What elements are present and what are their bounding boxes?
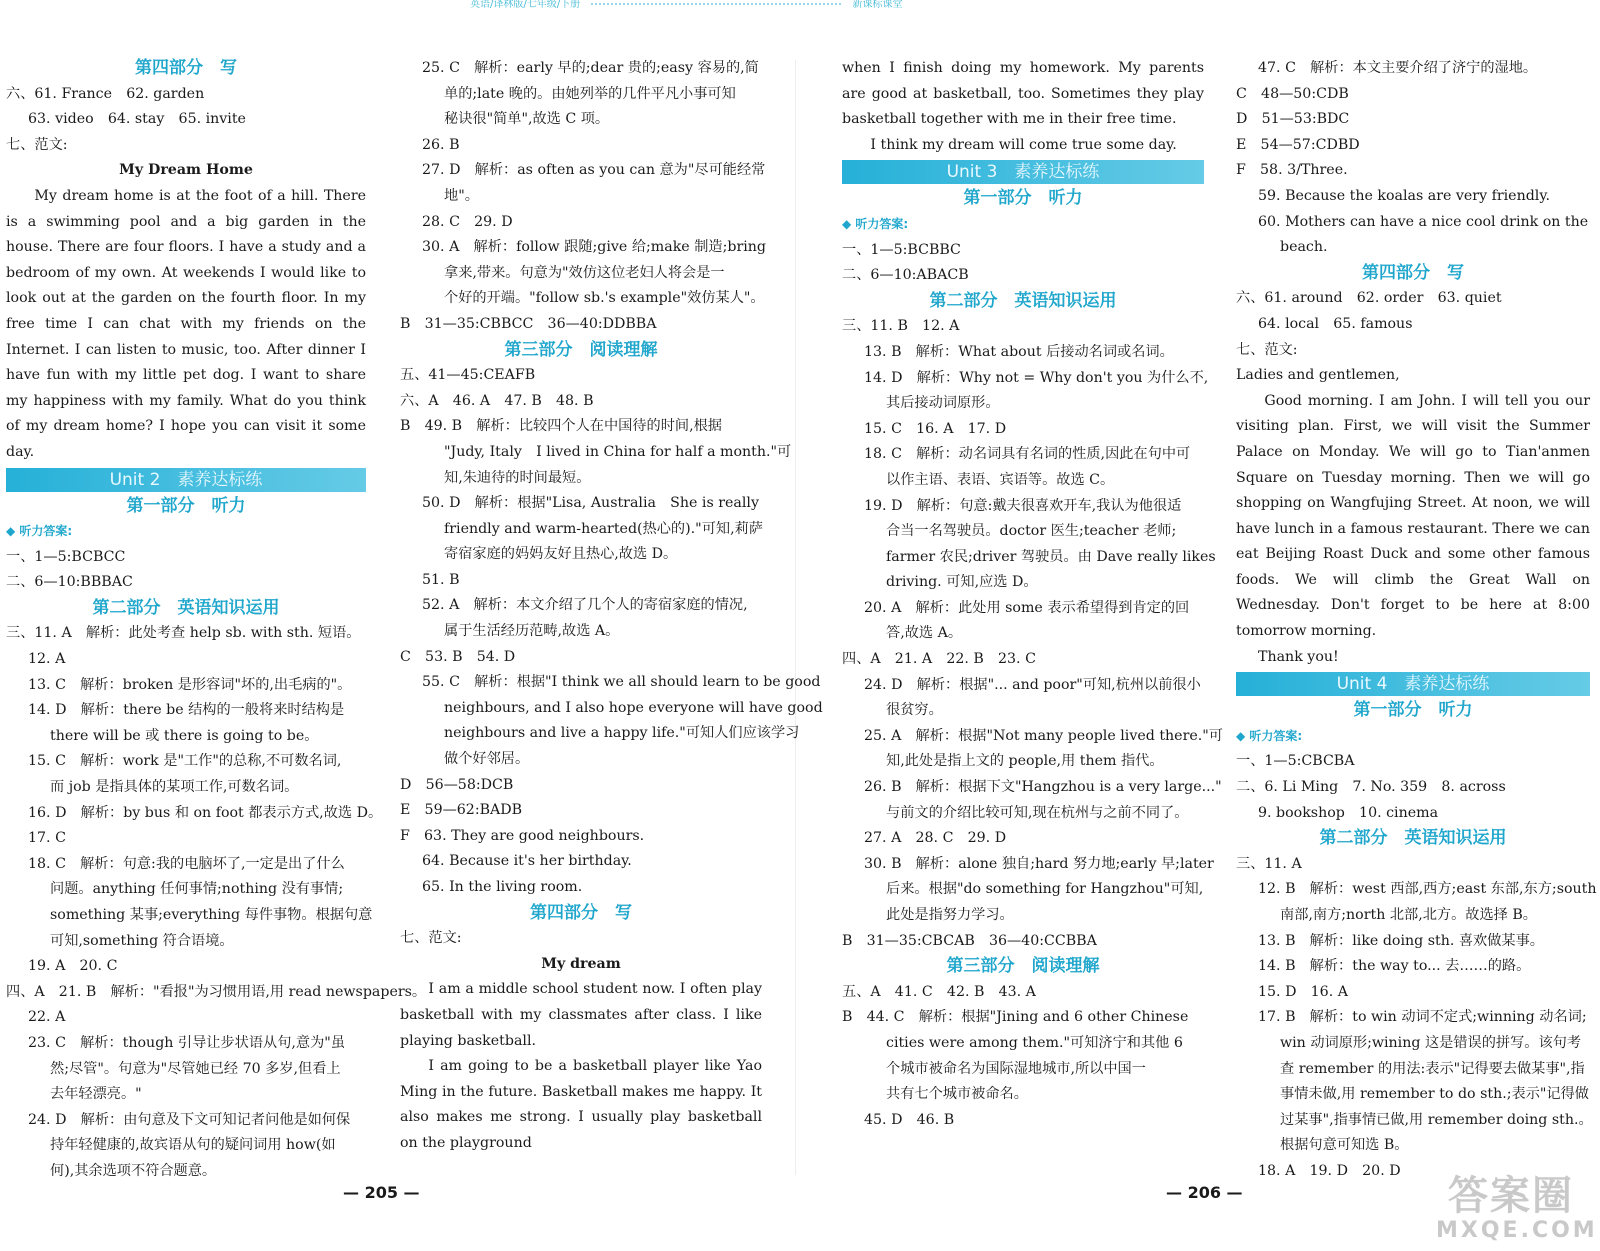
unit-banner: Unit 3 素养达标练 xyxy=(842,160,1204,184)
answer-line: neighbours, and I also hope everyone will have good xyxy=(444,699,823,716)
answer-line: 14. B 解析：the way to... 去……的路。 xyxy=(1258,958,1531,975)
answer-line: 15. C 16. A 17. D xyxy=(864,420,1007,437)
essay-closing: Thank you! xyxy=(1258,648,1339,665)
listening-tag: ◆ 听力答案: xyxy=(842,216,909,231)
answer-line: 二、6. Li Ming 7. No. 359 8. across xyxy=(1236,779,1506,796)
answer-line: 属于生活经历范畴,故选 A。 xyxy=(444,623,620,640)
essay-paragraph: I am a middle school student now. I often play basketball with my classmates after class. I like playing basketball. xyxy=(400,981,762,1049)
answer-line: 五、41—45:CEAFB xyxy=(400,367,536,384)
answer-line: 20. A 解析：此处用 some 表示希望得到肯定的回 xyxy=(864,599,1190,616)
answer-line: E 54—57:CDBD xyxy=(1236,136,1360,153)
section-title: 第三部分 阅读理解 xyxy=(504,339,658,360)
section-title: 第三部分 阅读理解 xyxy=(946,956,1100,977)
essay-paragraph: Good morning. I am John. I will tell you our visiting plan. First, we will visit the Summer Palace on Monday. We will go to Tian'anmen Square on Tuesday morning. Then we will go shopping on Wangfujing Street. At noon, we will have lunch in a famous restaurant. There we can eat Beijing Roast Duck and some other famous foods. We will climb the Great Wall on Wednesday. Don't forget to be here at 8:00 tomorrow morning. xyxy=(1236,392,1590,640)
answer-line: 26. B xyxy=(422,136,460,153)
answer-line: 后来。根据"do something for Hangzhou"可知, xyxy=(886,881,1204,898)
page-number-left: — 205 — xyxy=(343,1183,420,1202)
answer-line: C 48—50:CDB xyxy=(1236,85,1349,102)
answer-line: 25. A 解析：根据"Not many people lived there."可 xyxy=(864,727,1223,744)
answer-line: 18. C 解析：句意:我的电脑坏了,一定是出了什么 xyxy=(28,855,345,872)
answer-line: friendly and warm-hearted(热心的)."可知,莉萨 xyxy=(444,520,763,537)
answer-line: 63. video 64. stay 65. invite xyxy=(28,111,246,128)
answer-line: farmer 农民;driver 驾驶员。由 Dave really likes xyxy=(886,548,1216,565)
watermark-logo: 答案圈 MXQE.COM xyxy=(1436,1173,1598,1243)
section-title: 第四部分 写 xyxy=(1362,262,1464,283)
answer-line: 23. C 解析：though 引导让步状语从句,意为"虽 xyxy=(28,1034,346,1051)
listening-tag: ◆ 听力答案: xyxy=(1236,728,1303,743)
answer-line: 然;尽管"。句意为"尽管她已经 70 多岁,但看上 xyxy=(50,1060,341,1077)
answer-line: 事情未做,用 remember to do sth.;表示"记得做 xyxy=(1280,1086,1589,1103)
answer-line: 51. B xyxy=(422,571,460,588)
answer-line: 24. D 解析：根据"... and poor"可知,杭州以前很小 xyxy=(864,676,1201,693)
section-title: 第一部分 听力 xyxy=(1353,700,1473,721)
answer-line: B 44. C 解析：根据"Jining and 6 other Chinese xyxy=(842,1009,1189,1026)
answer-line: 47. C 解析：本文主要介绍了济宁的湿地。 xyxy=(1258,60,1538,76)
answer-line: 二、6—10:ABACB xyxy=(842,267,969,284)
answer-line: 64. local 65. famous xyxy=(1258,315,1413,332)
answer-line: 七、范文: xyxy=(6,136,68,153)
section-title: 第一部分 听力 xyxy=(126,495,246,516)
answer-line: 27. A 28. C 29. D xyxy=(864,830,1007,847)
answer-line: E 59—62:BADB xyxy=(400,802,523,819)
column-2 xyxy=(400,56,823,1157)
answer-line: 过某事",指事情已做,用 remember doing sth.。 xyxy=(1280,1111,1593,1128)
answer-line: 个好的开端。"follow sb.'s example"效仿某人"。 xyxy=(444,290,765,307)
answer-line: 三、11. B 12. A xyxy=(842,318,960,335)
essay-greeting: Ladies and gentlemen, xyxy=(1236,367,1400,384)
section-title: 第二部分 英语知识运用 xyxy=(1319,828,1507,849)
answer-line: 18. C 解析：动名词具有名词的性质,因此在句中可 xyxy=(864,446,1191,463)
header-right: 新课标课堂 xyxy=(852,0,903,10)
column-3 xyxy=(842,56,1223,1133)
answer-line: 26. B 解析：根据下文"Hangzhou is a very large..." xyxy=(864,779,1222,796)
answer-line: 知,此处是指上文的 people,用 them 指代。 xyxy=(886,753,1164,770)
answer-line: 13. B 解析：like doing sth. 喜欢做某事。 xyxy=(1258,932,1544,949)
answer-line: "Judy, Italy I lived in China for half a month."可 xyxy=(444,443,792,460)
answer-line: 五、A 41. C 42. B 43. A xyxy=(842,983,1036,1000)
answer-line: 17. C xyxy=(28,830,66,847)
answer-line: 问题。anything 任何事情;nothing 没有事情; xyxy=(50,881,344,898)
listening-tag: ◆ 听力答案: xyxy=(6,524,73,539)
header-dots xyxy=(591,3,841,5)
answer-line: 24. D 解析：由句意及下文可知记者问他是如何保 xyxy=(28,1111,351,1128)
answer-line: there will be 或 there is going to be。 xyxy=(50,727,319,744)
answer-line: 六、A 46. A 47. B 48. B xyxy=(400,392,594,409)
section-title: 第二部分 英语知识运用 xyxy=(92,597,280,618)
answer-line: 与前文的介绍比较可知,现在杭州与之前不同了。 xyxy=(886,804,1189,821)
answer-line: 寄宿家庭的妈妈友好且热心,故选 D。 xyxy=(444,546,678,563)
answer-line: 19. A 20. C xyxy=(28,958,118,975)
answer-line: 16. D 解析：by bus 和 on foot 都表示方式,故选 D。 xyxy=(28,804,383,821)
essay-paragraph: when I finish doing my homework. My parents are good at basketball, too. Sometimes they play basketball together with me in their free time. xyxy=(842,60,1204,128)
answer-line: 持年轻健康的,故宾语从句的疑问词用 how(如 xyxy=(50,1137,336,1154)
unit-banner: Unit 4 素养达标练 xyxy=(1236,672,1590,696)
essay-title: My Dream Home xyxy=(119,162,253,179)
answer-line: 南部,南方;north 北部,北方。故选择 B。 xyxy=(1280,907,1537,923)
answer-line: 拿来,带来。句意为"效仿这位老妇人将会是一 xyxy=(444,264,725,281)
answer-line: 此处是指努力学习。 xyxy=(886,907,1014,923)
answer-line: F 58. 3/Three. xyxy=(1236,162,1348,179)
essay-title: My dream xyxy=(541,955,621,972)
answer-line: 六、61. France 62. garden xyxy=(6,85,205,102)
essay-paragraph: I think my dream will come true some day. xyxy=(870,136,1177,153)
page-header xyxy=(470,0,1015,12)
answer-line: 13. B 解析：What about 后接动名词或名词。 xyxy=(864,343,1174,360)
answer-line: 14. D 解析：there be 结构的一般将来时结构是 xyxy=(28,702,345,719)
answer-line: 一、1—5:BCBBC xyxy=(842,241,961,258)
answer-line: 50. D 解析：根据"Lisa, Australia She is really xyxy=(422,495,759,512)
answer-line: cities were among them."可知济宁和其他 6 xyxy=(886,1034,1183,1051)
essay-paragraph: My dream home is at the foot of a hill. There is a swimming pool and a big garden in the house. There are four floors. I have a study and a bedroom of my own. At weekends I would like to look out at the garden on the fourth floor. In my free time I can chat with my friends on the Internet. I can listen to music, too. After dinner I have fun with my little pet dog. I want to share my happiness with my family. What do you think of my dream home? I hope you can visit it some day. xyxy=(6,187,366,460)
answer-line: 17. B 解析：to win 动词不定式;winning 动名词; xyxy=(1258,1009,1587,1026)
answer-line: 秘诀很"简单",故选 C 项。 xyxy=(444,111,610,128)
answer-line: 二、6—10:BBBAC xyxy=(6,574,133,591)
answer-line: 七、范文: xyxy=(1236,341,1298,358)
unit-banner: Unit 2 素养达标练 xyxy=(6,468,366,492)
answer-line: 15. C 解析：work 是"工作"的总称,不可数名词, xyxy=(28,753,342,770)
answer-line: 13. C 解析：broken 是形容词"坏的,出毛病的"。 xyxy=(28,676,352,693)
header-left: 英语/译林版/七年级/下册 xyxy=(470,0,581,10)
answer-line: D 51—53:BDC xyxy=(1236,111,1350,128)
answer-line: driving. 可知,应选 D。 xyxy=(886,574,1038,591)
answer-line: 9. bookshop 10. cinema xyxy=(1258,804,1439,821)
answer-line: 以作主语、表语、宾语等。故选 C。 xyxy=(886,471,1115,488)
answer-line: beach. xyxy=(1280,239,1328,256)
answer-line: 55. C 解析：根据"I think we all should learn to be good xyxy=(422,674,821,691)
answer-line: 19. D 解析：句意:戴夫很喜欢开车,我认为他很适 xyxy=(864,497,1182,514)
answer-line: B 49. B 解析：比较四个人在中国待的时间,根据 xyxy=(400,418,722,435)
answer-line: 共有七个城市被命名。 xyxy=(886,1086,1028,1103)
answer-line: 合当一名驾驶员。doctor 医生;teacher 老师; xyxy=(886,523,1177,540)
answer-line: 59. Because the koalas are very friendly. xyxy=(1258,187,1550,204)
answer-line: win 动词原形;wining 这是错误的拼写。该句考 xyxy=(1280,1034,1582,1051)
answer-line: B 31—35:CBBCC 36—40:DDBBA xyxy=(400,315,657,332)
answer-line: 做个好邻居。 xyxy=(444,751,530,768)
answer-line: 何),其余选项不符合题意。 xyxy=(50,1162,217,1179)
section-title: 第四部分 写 xyxy=(135,58,237,78)
essay-paragraph: I am going to be a basketball player like Yao Ming in the future. Basketball makes me happy. It also makes me strong. I usually play basketball on the playground xyxy=(400,1058,762,1151)
page-number-right: — 206 — xyxy=(1166,1183,1243,1202)
answer-line: 查 remember 的用法:表示"记得要去做某事",指 xyxy=(1280,1060,1585,1077)
answer-line: 25. C 解析：early 早的;dear 贵的;easy 容易的,简 xyxy=(422,60,759,76)
answer-line: 52. A 解析：本文介绍了几个人的寄宿家庭的情况, xyxy=(422,597,748,614)
answer-line: 三、11. A xyxy=(1236,855,1302,872)
answer-line: 根据句意可知选 B。 xyxy=(1280,1137,1409,1154)
answer-line: 60. Mothers can have a nice cool drink on the xyxy=(1258,213,1589,230)
answer-line: 去年轻漂亮。" xyxy=(50,1086,142,1103)
section-title: 第一部分 听力 xyxy=(963,188,1083,209)
answer-line: 答,故选 A。 xyxy=(886,625,963,642)
answer-line: 三、11. A 解析：此处考查 help sb. with sth. 短语。 xyxy=(6,625,361,642)
answer-line: 可知,something 符合语境。 xyxy=(50,932,234,949)
section-title: 第二部分 英语知识运用 xyxy=(929,290,1117,311)
answer-line: something 某事;everything 每件事物。根据句意 xyxy=(50,907,373,923)
answer-line: 14. D 解析：Why not = Why don't you 为什么不, xyxy=(864,369,1209,386)
answer-line: 个城市被命名为国际湿地城市,所以中国一 xyxy=(886,1060,1146,1077)
answer-line: 一、1—5:BCBCC xyxy=(6,548,126,565)
answer-line: 22. A xyxy=(28,1009,66,1026)
answer-line: 30. A 解析：follow 跟随;give 给;make 制造;bring xyxy=(422,239,766,256)
answer-line: 七、范文: xyxy=(400,930,462,947)
answer-line: 65. In the living room. xyxy=(422,879,583,895)
answer-line: 64. Because it's her birthday. xyxy=(422,853,632,870)
answer-line: 28. C 29. D xyxy=(422,213,513,230)
answer-line: B 31—35:CBCAB 36—40:CCBBA xyxy=(842,932,1097,949)
answer-line: 地"。 xyxy=(444,187,479,204)
answer-line: 单的;late 晚的。由她列举的几件平凡小事可知 xyxy=(444,85,736,102)
answer-line: 知,朱迪待的时间最短。 xyxy=(444,469,591,486)
answer-line: 四、A 21. B 解析："看报"为习惯用语,用 read newspapers。 xyxy=(6,983,427,1000)
column-4 xyxy=(1236,56,1597,1185)
column-1 xyxy=(6,56,427,1185)
answer-line: 四、A 21. A 22. B 23. C xyxy=(842,651,1036,668)
answer-line: 而 job 是指具体的某项工作,可数名词。 xyxy=(50,779,299,796)
answer-line: 12. B 解析：west 西部,西方;east 东部,东方;south xyxy=(1258,881,1597,898)
page-gutter xyxy=(795,60,796,1175)
answer-line: 其后接动词原形。 xyxy=(886,395,1000,412)
answer-line: 45. D 46. B xyxy=(864,1111,955,1128)
answer-line: 六、61. around 62. order 63. quiet xyxy=(1236,290,1502,307)
answer-line: C 53. B 54. D xyxy=(400,648,516,665)
answer-line: 15. D 16. A xyxy=(1258,983,1348,1000)
answer-line: 27. D 解析：as often as you can 意为"尽可能经常 xyxy=(422,162,766,179)
answer-line: neighbours and live a happy life."可知人们应该学习 xyxy=(444,725,800,742)
answer-line: 12. A xyxy=(28,651,66,668)
answer-line: 18. A 19. D 20. D xyxy=(1258,1162,1401,1179)
answer-line: 30. B 解析：alone 独自;hard 努力地;early 早;later xyxy=(864,855,1214,872)
section-title: 第四部分 写 xyxy=(530,902,632,923)
answer-line: F 63. They are good neighbours. xyxy=(400,827,645,844)
answer-line: 很贫穷。 xyxy=(886,702,943,719)
answer-line: 一、1—5:CBCBA xyxy=(1236,753,1355,770)
answer-line: D 56—58:DCB xyxy=(400,776,514,793)
